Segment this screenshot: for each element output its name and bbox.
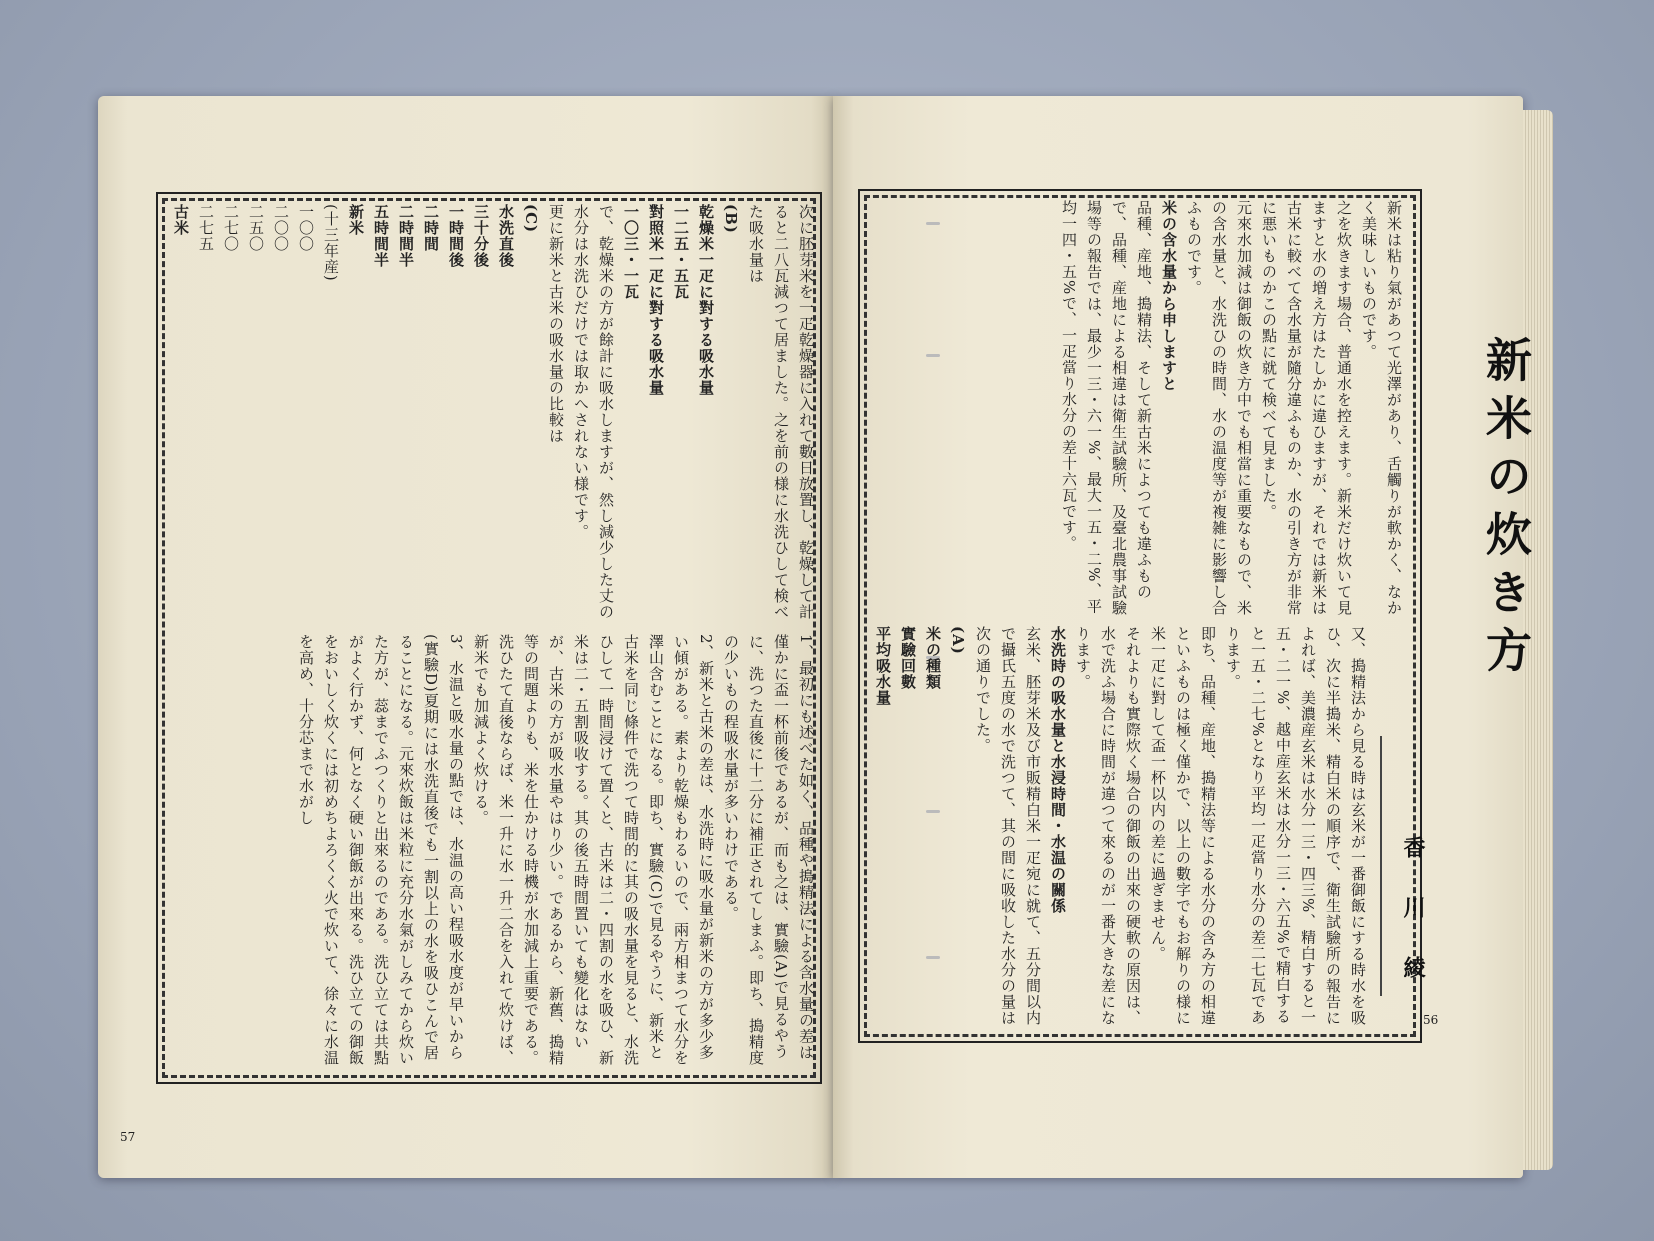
- table-c-header2: 三十分後: [472, 204, 490, 268]
- point-1: 1、最初にも述べた如く、品種や搗精法による含水量の差は僅かに盃一杯前後であるが、而も之は、實驗(A)で見るやうに、洗つた直後に十二分に補正されてしまふ。即ち、搗精度の少いもの程吸水量が多いわけである。: [722, 634, 815, 1066]
- table-c-header5: 二時間半: [397, 204, 415, 268]
- wash-heading: 水洗時の吸水量と水浸時間・水温の關係: [1049, 626, 1067, 914]
- table-c-new-rice-label: 新米: [347, 204, 365, 236]
- point-2: 2、新米と古米の差は、水洗時に吸水量が新米の方が多少多い傾がある。素より乾燥もわるいので、兩方相まつて水分を澤山含むことになる。即ち、實驗(C)で見るやうに、新米と古米を同じ條件で洗つて時間的に其の吸水量を見ると、水洗ひして一時間浸けて置くと、古米は二・四割の水を吸ひ、新米は二・五割吸收する。其の後五時間置いても變化はないが、古米の方が吸水量やはり少い。であるから、新舊、搗精等の問題よりも、米を仕かける時機が水加減上重要である。洗ひたて直後ならば、米一升に水一升二合を入れて炊けば、新米でも加減よく炊ける。: [472, 634, 715, 1066]
- table-c-header4: 二時間: [422, 204, 440, 252]
- intro-paragraph: 新米は粘り氣があつて光澤があり、舌觸りが軟かく、なかく美味しいものです。: [1360, 200, 1403, 616]
- table-b-row1-label: 乾燥米一疋に對する吸水量: [697, 204, 715, 396]
- compare-paragraph: 更に新米と古米の吸水量の比較は: [547, 204, 565, 444]
- article-title: 新米の炊き方: [1479, 336, 1533, 684]
- table-a-header-avg: 平均吸水量: [874, 626, 892, 706]
- table-c-new-rice-year: (十三年産): [322, 204, 340, 282]
- wash-paragraph: 玄米、胚芽米及び市販精白米一疋宛に就て、五分間以内で攝氏五度の水で洗つて、其の間に吸收した水分の量は次の通りでした。: [974, 626, 1042, 1026]
- table-b-row1-value: 一二五・五瓦: [672, 204, 690, 300]
- right-upper-text: [870, 200, 1406, 620]
- left-page-number: 57: [120, 1130, 136, 1144]
- table-c-header6: 五時間半: [372, 204, 390, 268]
- right-page-number: 56: [1423, 1013, 1439, 1027]
- table-c-new-rice-v2: 二〇〇: [272, 204, 290, 252]
- fine-paragraph: 即ち、品種、産地、搗精法等による水分の含み方の相違といふものは極く僅かで、以上の數字でもお解りの様に米一疋に對して盃一杯以内の差に過ぎません。: [1149, 626, 1217, 1026]
- left-lower-text: [170, 634, 818, 1074]
- table-c-new-rice-v4: 二七〇: [222, 204, 240, 252]
- table-a-header-type: 米の種類: [924, 626, 942, 690]
- table-c-label: (C): [522, 204, 540, 234]
- table-c-header3: 一時間後: [447, 204, 465, 268]
- cooking-paragraph: 之を炊きます場合、普通水を控えます。新米だけ炊いて見ますと水の増え方はたしかに違ひますが、それでは新米は古米に較べて含水量が隨分違ふものか、水の引き方が非常に悪いものかこの點に就て検べて見ました。: [1260, 200, 1353, 616]
- moisture-heading: 米の含水量から申しますと: [1160, 200, 1178, 392]
- polish-paragraph: 又、搗精法から見る時は玄米が一番御飯にする時水を吸ひ、次に半搗米、精白米の順序で、衛生試驗所の報告によれば、美濃産玄米は水分一三・四三%、精白すると一五・二一%、越中産玄米は水分一三・六五%で精白すると一五・二七%となり平均一疋當り水分の差二七瓦であります。: [1224, 626, 1367, 1026]
- table-b-row2-label: 對照米一疋に對する吸水量: [647, 204, 665, 396]
- table-a-header-count: 實驗回數: [899, 626, 917, 690]
- moisture-paragraph: 品種、産地、搗精法、そして新古米によつても違ふもので、品種、産地による相違は衛生試驗所、及臺北農事試驗場等の報告では、最少一三・六一%、最大一五・二%、平均一四・五%で、一疋當り水分の差十六瓦です。: [1060, 200, 1153, 616]
- table-a-label: (A): [949, 626, 967, 655]
- table-b-label: (B): [722, 204, 740, 234]
- open-book: [98, 96, 1560, 1178]
- table-b-row2-value: 一〇三・一瓦: [622, 204, 640, 300]
- table-c-new-rice-v3: 二五〇: [247, 204, 265, 252]
- point-3: 3、水温と吸水量の點では、水温の高い程吸水度が早いから(實驗D)夏期には水洗直後でも一割以上の水を吸ひこんで居ることになる。元來炊飯は米粒に充分水氣がしみてから炊いた方が、蕊までふつくりと出來るのである。洗ひ立ては共點がよく行かず、何となく硬い御飯が出來る。洗ひ立ての御飯をおいしく炊くには初めちよろくく火で炊いて、徐々に水温を高め、十分芯まで水がし: [297, 634, 465, 1066]
- germ-paragraph: 次に胚芽米を一疋乾燥器に入れて數日放置し、乾燥して計ると二八瓦減つて居ました。之を前の様に水洗ひして検べた吸水量は: [747, 204, 815, 620]
- table-c-old-rice-label: 古米: [172, 204, 190, 236]
- real-paragraph: それよりも實際炊く場合の御飯の出來の硬軟の原因は、水で洗ふ場合に時間が違つて來るのが一番大きな差になります。: [1074, 626, 1142, 1026]
- dry-paragraph: で、乾燥米の方が餘計に吸水しますが、然し減少した丈の水分は水洗ひだけでは取かへされない様です。: [572, 204, 615, 620]
- left-upper-text: [170, 204, 818, 624]
- table-c-header1: 水洗直後: [497, 204, 515, 268]
- right-lower-text: [870, 626, 1370, 1034]
- table-c-new-rice-v5: 二七五: [197, 204, 215, 252]
- table-c-new-rice-v1: 一〇〇: [297, 204, 315, 252]
- article-author: 香川綾: [1400, 836, 1426, 1016]
- author-rule: [1380, 736, 1382, 996]
- factors-paragraph: 元來水加減は御飯の炊き方中でも相當に重要なもので、米の含水量と、水洗ひの時間、水の温度等が複雑に影響し合ふものです。: [1185, 200, 1253, 616]
